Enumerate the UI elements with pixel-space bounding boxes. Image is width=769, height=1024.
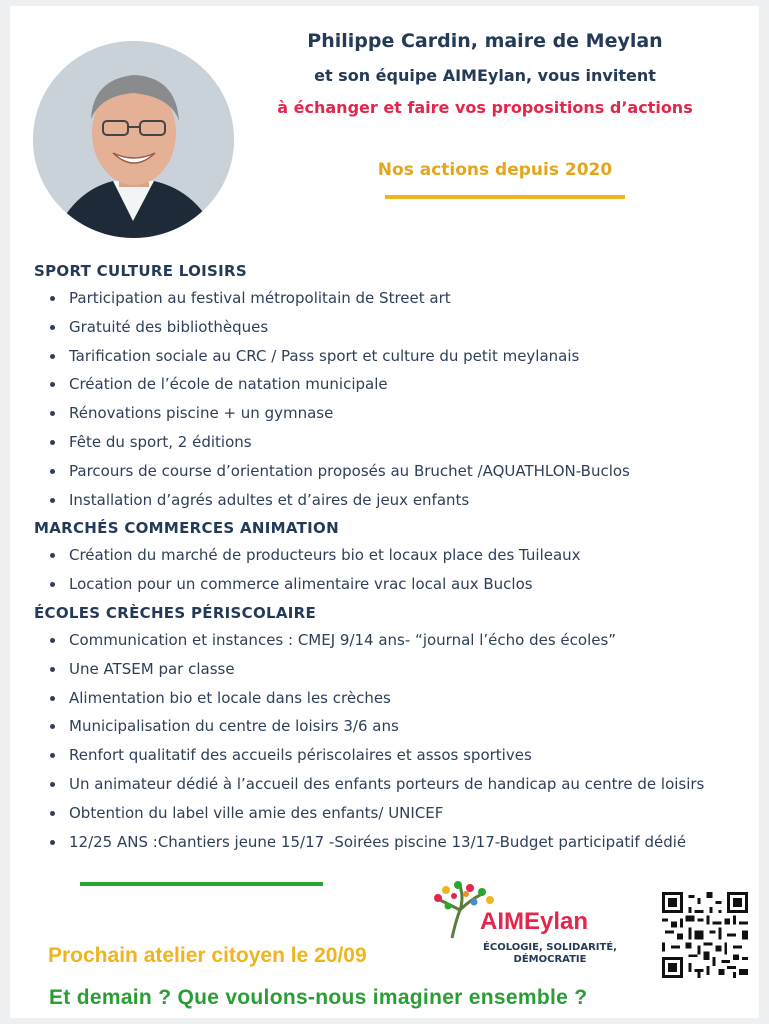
- list-item-text: Participation au festival métropolitain de Street art: [69, 289, 451, 307]
- bullet-icon: [50, 782, 55, 787]
- header-title: Philippe Cardin, maire de Meylan: [307, 30, 663, 52]
- list-item-text: Location pour un commerce alimentaire vrac local aux Buclos: [69, 574, 533, 593]
- list-item: [34, 799, 749, 828]
- next-atelier-announcement: Prochain atelier citoyen le 20/09: [48, 944, 367, 967]
- list-item: [34, 828, 749, 857]
- list-item-text: Parcours de course d’orientation proposés au Bruchet /AQUATHLON-Buclos: [69, 461, 630, 480]
- list-item: [34, 486, 749, 515]
- list-item-text: Obtention du label ville amie des enfants/ UNICEF: [69, 803, 444, 822]
- bullet-icon: [50, 696, 55, 701]
- list-item: [34, 399, 749, 428]
- list-item-text: Gratuité des bibliothèques: [69, 317, 269, 336]
- list-item: [34, 741, 749, 770]
- list-item: [34, 570, 749, 599]
- bullet-icon: [50, 382, 55, 387]
- list-item: [34, 370, 749, 399]
- list-item-text: Création du marché de producteurs bio et locaux place des Tuileaux: [69, 546, 581, 564]
- list-item-text: Installation d’agrés adultes et d’aires de jeux enfants: [69, 490, 470, 509]
- list-item-text: Alimentation bio et locale dans les crèches: [69, 688, 391, 707]
- list-item: [34, 712, 749, 741]
- section-title: SPORT CULTURE LOISIRS: [34, 262, 247, 280]
- footer-divider: [80, 882, 323, 886]
- bullet-icon: [50, 354, 55, 359]
- header-subtitle: et son équipe AIMEylan, vous invitent: [314, 66, 656, 85]
- bullet-icon: [50, 811, 55, 816]
- list-item: [34, 684, 749, 713]
- header-invitation: à échanger et faire vos propositions d’actions: [277, 98, 693, 117]
- list-item: [34, 313, 749, 342]
- list-item: [34, 541, 749, 570]
- list-item: [34, 655, 749, 684]
- list-item-text: Communication et instances : CMEJ 9/14 ans- “journal l’écho des écoles”: [69, 631, 617, 649]
- bullet-icon: [50, 498, 55, 503]
- section-title: MARCHÉS COMMERCES ANIMATION: [34, 519, 339, 537]
- tomorrow-question: Et demain ? Que voulons-nous imaginer ensemble ?: [49, 986, 588, 1009]
- list-item-text: 12/25 ANS :Chantiers jeune 15/17 -Soirées piscine 13/17-Budget participatif dédié: [69, 832, 687, 851]
- logo-tagline-line-2: DÉMOCRATIE: [513, 954, 587, 965]
- list-item-text: Fête du sport, 2 éditions: [69, 432, 252, 451]
- qr-code[interactable]: [662, 892, 748, 978]
- actions-underline: [385, 195, 625, 199]
- section-sport-culture-loisirs: [34, 258, 749, 514]
- list-item-text: Municipalisation du centre de loisirs 3/6 ans: [69, 717, 399, 736]
- list-item-text: Un animateur dédié à l’accueil des enfants porteurs de handicap au centre de loisirs: [69, 774, 705, 793]
- list-item-text: Renfort qualitatif des accueils périscolaires et assos sportives: [69, 746, 532, 765]
- bullet-icon: [50, 440, 55, 445]
- list-item: [34, 770, 749, 799]
- logo-tagline: [470, 942, 630, 966]
- list-item: [34, 428, 749, 457]
- logo-tagline-line-1: ÉCOLOGIE, SOLIDARITÉ,: [483, 942, 617, 953]
- mayor-portrait: [33, 41, 234, 238]
- list-item-text: Création de l’école de natation municipale: [69, 375, 388, 394]
- section-ecoles-creches-periscolaire: [34, 600, 749, 856]
- bullet-icon: [50, 469, 55, 474]
- list-item: [34, 457, 749, 486]
- bullet-icon: [50, 667, 55, 672]
- bullet-icon: [50, 296, 55, 301]
- bullet-icon: [50, 325, 55, 330]
- bullet-icon: [50, 553, 55, 558]
- section-title: ÉCOLES CRÈCHES PÉRISCOLAIRE: [34, 604, 317, 622]
- list-item: [34, 284, 749, 313]
- bullet-icon: [50, 582, 55, 587]
- actions-title: Nos actions depuis 2020: [377, 160, 613, 180]
- list-item-text: Rénovations piscine + un gymnase: [69, 404, 334, 423]
- logo-name: AIMEylan: [480, 908, 589, 935]
- list-item: [34, 342, 749, 371]
- bullet-icon: [50, 638, 55, 643]
- section-marches-commerces-animation: [34, 515, 749, 599]
- aimeylan-logo: [430, 880, 630, 975]
- bullet-icon: [50, 840, 55, 845]
- list-item-text: Une ATSEM par classe: [69, 659, 235, 678]
- bullet-icon: [50, 753, 55, 758]
- bullet-icon: [50, 724, 55, 729]
- bullet-icon: [50, 411, 55, 416]
- list-item-text: Tarification sociale au CRC / Pass sport et culture du petit meylanais: [69, 346, 580, 365]
- list-item: [34, 626, 749, 655]
